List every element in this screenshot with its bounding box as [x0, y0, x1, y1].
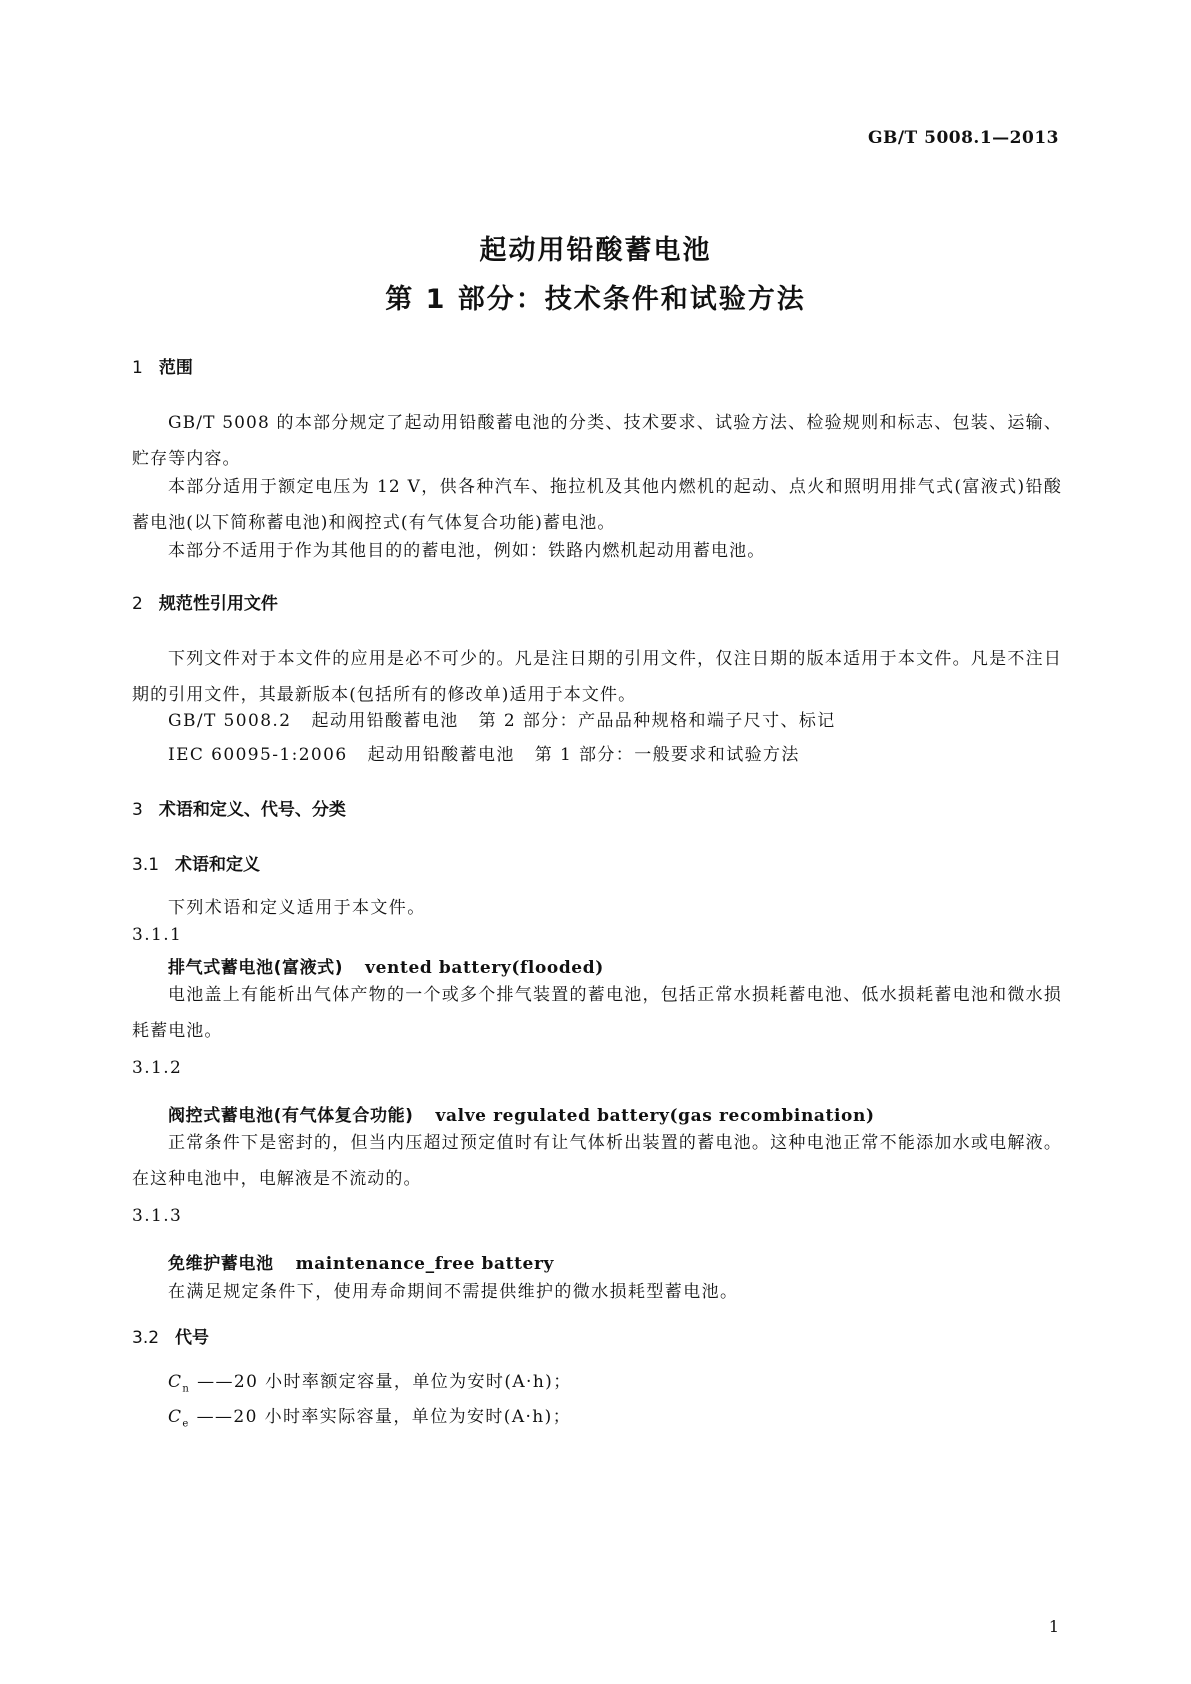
- subsection-3-1-heading: [132, 850, 260, 875]
- term-en: maintenance_free battery: [295, 1254, 554, 1274]
- section-1-heading: [132, 353, 193, 378]
- standard-code: GB/T 5008.1—2013: [867, 128, 1059, 148]
- term-definition: 电池盖上有能析出气体产物的一个或多个排气装置的蓄电池，包括正常水损耗蓄电池、低水损耗蓄电池和微水损耗蓄电池。: [132, 985, 1062, 1041]
- reference-name: 起动用铅酸蓄电池: [367, 745, 515, 765]
- section-title: 范围: [158, 358, 193, 378]
- section-title: 术语和定义: [175, 855, 261, 875]
- symbol-entry: [168, 1402, 571, 1429]
- symbol-description: ——20 小时率额定容量，单位为安时(A·h)；: [197, 1372, 572, 1392]
- term-number: 3.1.1: [132, 925, 183, 945]
- term-zh: 阀控式蓄电池(有气体复合功能): [168, 1106, 414, 1126]
- term-en: valve regulated battery(gas recombination): [435, 1106, 875, 1126]
- reference-code: IEC 60095-1:2006: [168, 745, 348, 765]
- paragraph: 下列文件对于本文件的应用是必不可少的。凡是注日期的引用文件，仅注日期的版本适用于本文件。凡是不注日期的引用文件，其最新版本(包括所有的修改单)适用于本文件。: [132, 649, 1062, 705]
- reference-part: 第 1 部分：一般要求和试验方法: [534, 745, 800, 765]
- symbol: C: [168, 1407, 183, 1427]
- document-title: 起动用铅酸蓄电池: [479, 235, 712, 266]
- paragraph: 下列术语和定义适用于本文件。: [168, 898, 426, 918]
- term-zh: 免维护蓄电池: [168, 1254, 274, 1274]
- reference-item: [168, 706, 836, 731]
- term-definition: 正常条件下是密封的，但当内压超过预定值时有让气体析出装置的蓄电池。这种电池正常不能添加水或电解液。在这种电池中，电解液是不流动的。: [132, 1133, 1062, 1189]
- symbol: C: [168, 1372, 183, 1392]
- symbol-subscript: e: [182, 1418, 190, 1430]
- document-subtitle: 第 1 部分：技术条件和试验方法: [385, 284, 806, 315]
- term-zh: 排气式蓄电池(富液式): [168, 958, 344, 978]
- term-definition: 在满足规定条件下，使用寿命期间不需提供维护的微水损耗型蓄电池。: [168, 1282, 739, 1302]
- term-number: 3.1.3: [132, 1206, 183, 1226]
- section-2-heading: [132, 589, 278, 614]
- reference-part: 第 2 部分：产品品种规格和端子尺寸、标记: [478, 711, 836, 731]
- section-number: 3: [132, 800, 143, 820]
- section-number: 3.1: [132, 855, 160, 875]
- paragraph: 本部分不适用于作为其他目的的蓄电池，例如：铁路内燃机起动用蓄电池。: [168, 541, 766, 561]
- reference-item: [168, 740, 800, 765]
- page-number: 1: [1048, 1617, 1059, 1636]
- section-3-heading: [132, 795, 346, 820]
- term-number: 3.1.2: [132, 1058, 183, 1078]
- subsection-3-2-heading: [132, 1323, 209, 1348]
- paragraph: GB/T 5008 的本部分规定了起动用铅酸蓄电池的分类、技术要求、试验方法、检验规则和标志、包装、运输、贮存等内容。: [132, 413, 1062, 469]
- reference-code: GB/T 5008.2: [168, 711, 292, 731]
- term-heading: [168, 953, 604, 978]
- term-heading: [168, 1101, 875, 1126]
- section-number: 2: [132, 594, 143, 614]
- term-heading: [168, 1249, 554, 1274]
- symbol-entry: [168, 1367, 572, 1394]
- term-en: vented battery(flooded): [365, 958, 604, 978]
- section-number: 3.2: [132, 1328, 160, 1348]
- symbol-subscript: n: [182, 1383, 191, 1395]
- paragraph: 本部分适用于额定电压为 12 V，供各种汽车、拖拉机及其他内燃机的起动、点火和照明用排气式(富液式)铅酸蓄电池(以下简称蓄电池)和阀控式(有气体复合功能)蓄电池。: [132, 477, 1062, 533]
- symbol-description: ——20 小时率实际容量，单位为安时(A·h)；: [196, 1407, 572, 1427]
- section-title: 规范性引用文件: [158, 594, 278, 614]
- section-title: 代号: [175, 1328, 210, 1348]
- section-number: 1: [132, 358, 143, 378]
- reference-name: 起动用铅酸蓄电池: [311, 711, 459, 731]
- section-title: 术语和定义、代号、分类: [158, 800, 346, 820]
